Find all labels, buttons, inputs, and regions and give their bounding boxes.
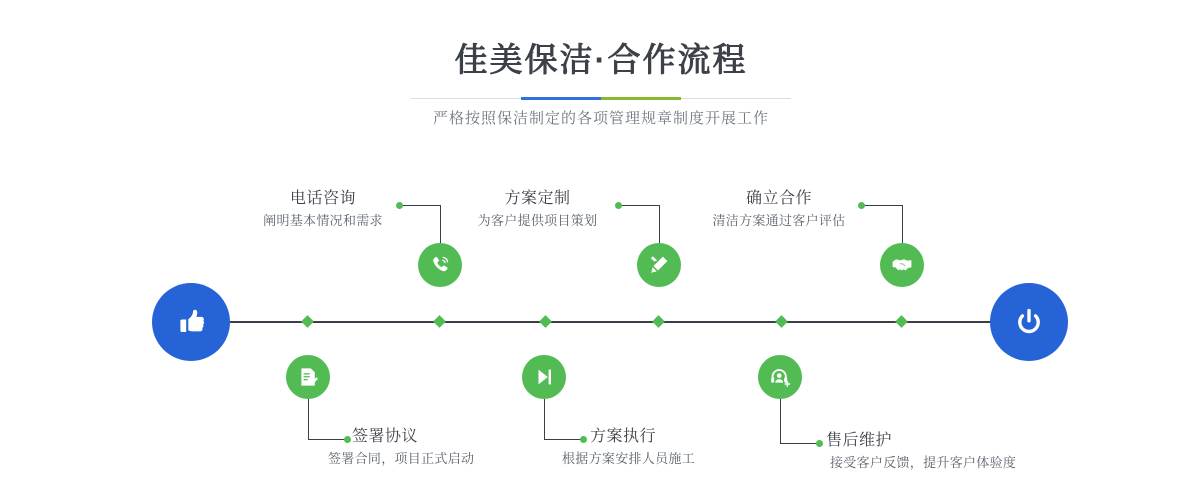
handshake-icon	[890, 253, 914, 277]
step-label-4	[562, 426, 775, 470]
step-label-3	[460, 188, 615, 232]
divider-accent-green	[601, 97, 681, 100]
step-title-1: 电话咨询	[289, 190, 356, 207]
axis-marker-4	[539, 315, 552, 328]
page-subtitle: 严格按照保洁制定的各项管理规章制度开展工作	[432, 110, 769, 127]
step-label-6	[826, 430, 1066, 474]
document-edit-icon	[296, 365, 320, 389]
axis-marker-5	[895, 315, 908, 328]
step-title-6: 售后维护	[826, 432, 893, 449]
timeline-start-node	[152, 283, 230, 361]
headset-support-icon	[768, 365, 792, 389]
connector-4-vertical	[544, 399, 545, 439]
step-label-1	[250, 188, 396, 232]
connector-1-horizontal	[400, 205, 440, 206]
play-forward-icon	[532, 365, 556, 389]
connector-6-horizontal	[780, 443, 820, 444]
connector-6-vertical	[780, 399, 781, 443]
pencil-ruler-icon	[647, 253, 671, 277]
step-node-2[interactable]	[286, 355, 330, 399]
connector-dot-2	[344, 436, 351, 443]
connector-2-vertical	[308, 399, 309, 439]
connector-dot-5	[858, 202, 865, 209]
step-node-5[interactable]	[880, 243, 924, 287]
divider-accent-blue	[521, 97, 601, 100]
axis-marker-1	[433, 315, 446, 328]
step-node-4[interactable]	[522, 355, 566, 399]
step-desc-6: 接受客户反馈，提升客户体验度	[830, 455, 1017, 470]
step-desc-4: 根据方案安排人员施工	[562, 451, 696, 466]
connector-2-horizontal	[308, 439, 348, 440]
step-title-2: 签署协议	[352, 428, 419, 445]
axis-marker-6	[775, 315, 788, 328]
connector-dot-1	[396, 202, 403, 209]
step-desc-5: 清洁方案通过客户评估	[712, 213, 846, 228]
step-desc-3: 为客户提供项目策划	[477, 213, 598, 228]
connector-4-horizontal	[544, 439, 584, 440]
connector-3-horizontal	[619, 205, 659, 206]
axis-marker-3	[652, 315, 665, 328]
step-title-4: 方案执行	[590, 428, 657, 445]
step-node-6[interactable]	[758, 355, 802, 399]
connector-5-vertical	[902, 205, 903, 243]
axis-marker-2	[301, 315, 314, 328]
timeline-end-node	[990, 283, 1068, 361]
step-title-5: 确立合作	[745, 190, 812, 207]
step-node-1[interactable]	[418, 243, 462, 287]
connector-1-vertical	[440, 205, 441, 243]
connector-dot-4	[580, 436, 587, 443]
connector-dot-3	[615, 202, 622, 209]
connector-dot-6	[816, 440, 823, 447]
power-icon	[1009, 302, 1049, 342]
page-title: 佳美保洁·合作流程	[454, 41, 748, 78]
title-divider	[0, 97, 1202, 101]
step-label-5	[700, 188, 858, 232]
step-label-2	[328, 426, 540, 470]
phone-call-icon	[428, 253, 452, 277]
step-node-3[interactable]	[637, 243, 681, 287]
step-title-3: 方案定制	[504, 190, 571, 207]
connector-3-vertical	[659, 205, 660, 243]
thumbs-up-icon	[171, 302, 211, 342]
step-desc-2: 签署合同，项目正式启动	[328, 451, 475, 466]
connector-5-horizontal	[862, 205, 902, 206]
step-desc-1: 阐明基本情况和需求	[263, 213, 383, 228]
